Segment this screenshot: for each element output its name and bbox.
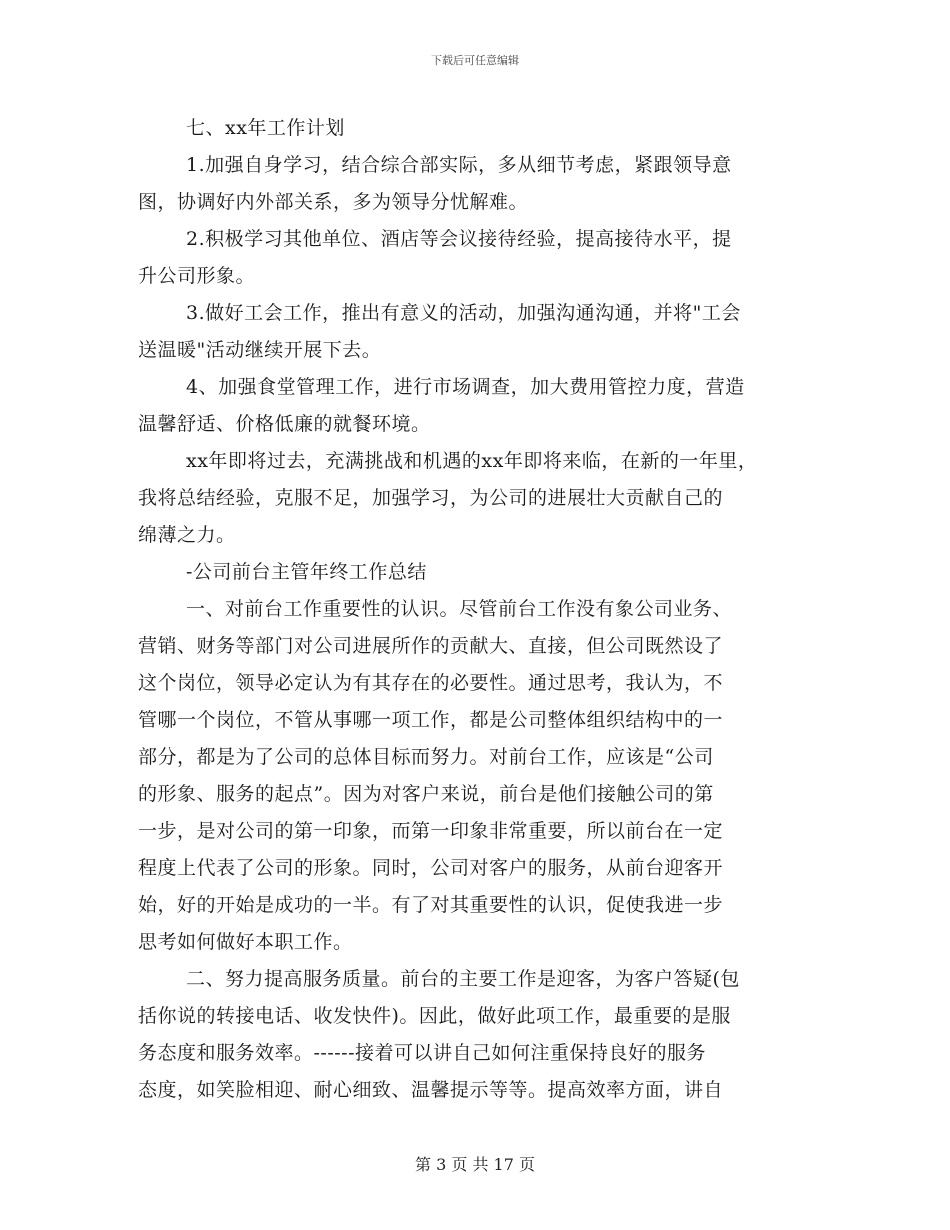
text-line: 务态度和服务效率。------接着可以讲自己如何注重保持良好的服务 bbox=[138, 1042, 707, 1064]
text-line: 部分，都是为了公司的总体目标而努力。对前台工作，应该是“公司 bbox=[138, 746, 714, 768]
text-line: 温馨舒适、价格低廉的就餐环境。 bbox=[138, 413, 431, 435]
text-line: -公司前台主管年终工作总结 bbox=[186, 561, 427, 583]
text-line: 升公司形象。 bbox=[138, 265, 256, 287]
text-line: 绵薄之力。 bbox=[138, 524, 236, 546]
page-header: 下载后可任意编辑 bbox=[431, 54, 519, 67]
text-line: 一、对前台工作重要性的认识。尽管前台工作没有象公司业务、 bbox=[186, 598, 733, 620]
text-line: 七、xx年工作计划 bbox=[186, 117, 345, 139]
text-line: 营销、财务等部门对公司进展所作的贡献大、直接，但公司既然设了 bbox=[138, 635, 724, 657]
text-line: 括你说的转接电话、收发快件)。因此，做好此项工作，最重要的是服 bbox=[138, 1005, 731, 1027]
text-line: xx年即将过去，充满挑战和机遇的xx年即将来临，在新的一年里， bbox=[186, 450, 758, 472]
text-line: 图，协调好内外部关系，多为领导分忧解难。 bbox=[138, 191, 529, 213]
text-line: 2.积极学习其他单位、酒店等会议接待经验，提高接待水平，提 bbox=[186, 228, 732, 250]
text-line: 管哪一个岗位，不管从事哪一项工作，都是公司整体组织结构中的一 bbox=[138, 709, 724, 731]
text-line: 1.加强自身学习，结合综合部实际，多从细节考虑，紧跟领导意 bbox=[186, 154, 732, 176]
text-line: 始，好的开始是成功的一半。有了对其重要性的认识，促使我进一步 bbox=[138, 894, 724, 916]
text-line: 思考如何做好本职工作。 bbox=[138, 931, 353, 953]
text-line: 我将总结经验，克服不足，加强学习，为公司的进展壮大贡献自己的 bbox=[138, 487, 724, 509]
text-line: 3.做好工会工作，推出有意义的活动，加强沟通沟通，并将"工会 bbox=[186, 302, 741, 324]
text-line: 态度，如笑脸相迎、耐心细致、温馨提示等等。提高效率方面，讲自 bbox=[138, 1079, 724, 1101]
text-line: 4、加强食堂管理工作，进行市场调查，加大费用管控力度，营造 bbox=[186, 376, 745, 398]
document-body bbox=[138, 110, 818, 1109]
text-line: 程度上代表了公司的形象。同时，公司对客户的服务，从前台迎客开 bbox=[138, 857, 724, 879]
text-line: 这个岗位，领导必定认为有其存在的必要性。通过思考，我认为，不 bbox=[138, 672, 724, 694]
text-line: 送温暖"活动继续开展下去。 bbox=[138, 339, 382, 361]
text-line: 二、努力提高服务质量。前台的主要工作是迎客，为客户答疑(包 bbox=[186, 968, 740, 990]
page-footer: 第 3 页 共 17 页 bbox=[415, 1155, 535, 1174]
text-line: 一步，是对公司的第一印象，而第一印象非常重要，所以前台在一定 bbox=[138, 820, 724, 842]
text-line: 的形象、服务的起点”。因为对客户来说，前台是他们接触公司的第 bbox=[138, 783, 714, 805]
